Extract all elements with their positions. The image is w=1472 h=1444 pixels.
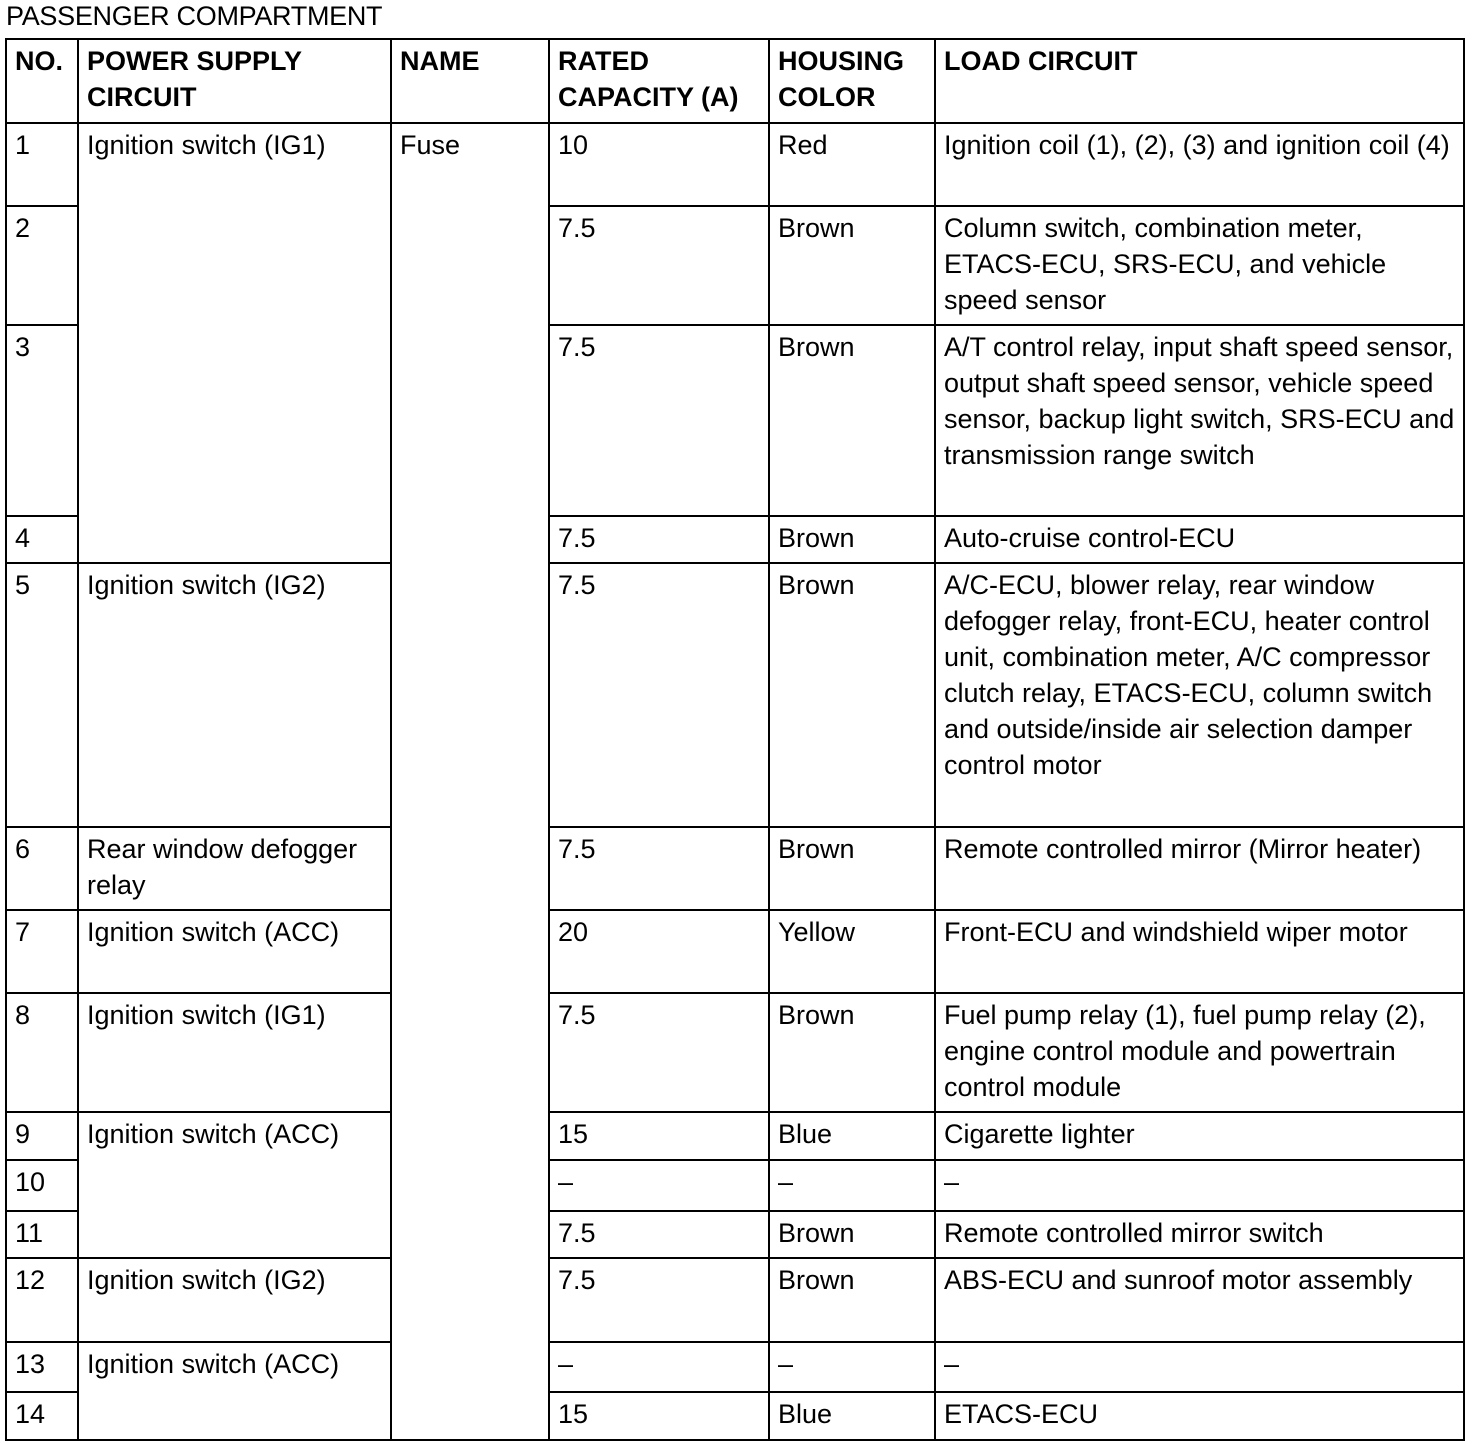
- row-no: 12: [6, 1258, 78, 1342]
- load-circuit-cell: –: [935, 1160, 1464, 1211]
- power-supply-cell: Ignition switch (IG1): [78, 123, 391, 563]
- rated-capacity-cell: –: [549, 1342, 769, 1392]
- power-supply-cell: Rear window defogger relay: [78, 827, 391, 910]
- rated-capacity-cell: 7.5: [549, 993, 769, 1112]
- load-circuit-cell: Ignition coil (1), (2), (3) and ignition coil (4): [935, 123, 1464, 206]
- row-no: 13: [6, 1342, 78, 1392]
- housing-color-cell: Yellow: [769, 910, 935, 993]
- load-circuit-cell: Remote controlled mirror switch: [935, 1211, 1464, 1258]
- row-no: 9: [6, 1112, 78, 1160]
- load-circuit-cell: Fuel pump relay (1), fuel pump relay (2), engine control module and powertrain control module: [935, 993, 1464, 1112]
- table-row: [6, 123, 1464, 206]
- row-no: 5: [6, 563, 78, 827]
- housing-color-cell: Brown: [769, 1258, 935, 1342]
- table-row: [6, 910, 1464, 993]
- rated-capacity-cell: 7.5: [549, 563, 769, 827]
- rated-capacity-cell: –: [549, 1160, 769, 1211]
- table-row: [6, 563, 1464, 827]
- load-circuit-cell: Auto-cruise control-ECU: [935, 516, 1464, 563]
- table-row: [6, 993, 1464, 1112]
- load-circuit-cell: –: [935, 1342, 1464, 1392]
- rated-capacity-cell: 7.5: [549, 516, 769, 563]
- name-cell: Fuse: [391, 123, 549, 1440]
- table-row: [6, 1258, 1464, 1342]
- rated-capacity-cell: 7.5: [549, 827, 769, 910]
- row-no: 4: [6, 516, 78, 563]
- row-no: 6: [6, 827, 78, 910]
- load-circuit-cell: ABS-ECU and sunroof motor assembly: [935, 1258, 1464, 1342]
- housing-color-cell: –: [769, 1160, 935, 1211]
- row-no: 2: [6, 206, 78, 325]
- row-no: 3: [6, 325, 78, 516]
- row-no: 7: [6, 910, 78, 993]
- power-supply-cell: Ignition switch (IG1): [78, 993, 391, 1112]
- housing-color-cell: Brown: [769, 325, 935, 516]
- load-circuit-cell: Cigarette lighter: [935, 1112, 1464, 1160]
- rated-capacity-cell: 15: [549, 1112, 769, 1160]
- housing-color-cell: Brown: [769, 993, 935, 1112]
- row-no: 11: [6, 1211, 78, 1258]
- header-row: [6, 39, 1464, 123]
- housing-color-cell: Brown: [769, 206, 935, 325]
- header-housing-color: HOUSING COLOR: [769, 39, 935, 123]
- power-supply-cell: Ignition switch (IG2): [78, 1258, 391, 1342]
- row-no: 1: [6, 123, 78, 206]
- load-circuit-cell: A/C-ECU, blower relay, rear window defogger relay, front-ECU, heater control unit, combination meter, A/C compressor clutch relay, ETACS-ECU, column switch and outside/inside air selection damper control motor: [935, 563, 1464, 827]
- power-supply-cell: Ignition switch (ACC): [78, 1112, 391, 1258]
- power-supply-cell: Ignition switch (ACC): [78, 910, 391, 993]
- header-name: NAME: [391, 39, 549, 123]
- housing-color-cell: Blue: [769, 1392, 935, 1440]
- table-row: [6, 827, 1464, 910]
- header-power-supply-circuit: POWER SUPPLY CIRCUIT: [78, 39, 391, 123]
- housing-color-cell: –: [769, 1342, 935, 1392]
- housing-color-cell: Brown: [769, 827, 935, 910]
- table-row: [6, 1342, 1464, 1392]
- power-supply-cell: Ignition switch (IG2): [78, 563, 391, 827]
- rated-capacity-cell: 20: [549, 910, 769, 993]
- load-circuit-cell: A/T control relay, input shaft speed sensor, output shaft speed sensor, vehicle speed sensor, backup light switch, SRS-ECU and transmission range switch: [935, 325, 1464, 516]
- rated-capacity-cell: 7.5: [549, 206, 769, 325]
- load-circuit-cell: Front-ECU and windshield wiper motor: [935, 910, 1464, 993]
- housing-color-cell: Brown: [769, 516, 935, 563]
- housing-color-cell: Red: [769, 123, 935, 206]
- table-row: [6, 1112, 1464, 1160]
- rated-capacity-cell: 7.5: [549, 1211, 769, 1258]
- header-rated-capacity: RATED CAPACITY (A): [549, 39, 769, 123]
- rated-capacity-cell: 15: [549, 1392, 769, 1440]
- row-no: 14: [6, 1392, 78, 1440]
- power-supply-cell: Ignition switch (ACC): [78, 1342, 391, 1440]
- header-no: NO.: [6, 39, 78, 123]
- row-no: 10: [6, 1160, 78, 1211]
- housing-color-cell: Brown: [769, 1211, 935, 1258]
- load-circuit-cell: ETACS-ECU: [935, 1392, 1464, 1440]
- load-circuit-cell: Column switch, combination meter, ETACS-ECU, SRS-ECU, and vehicle speed sensor: [935, 206, 1464, 325]
- fuse-table: [5, 38, 1465, 1441]
- housing-color-cell: Blue: [769, 1112, 935, 1160]
- load-circuit-cell: Remote controlled mirror (Mirror heater): [935, 827, 1464, 910]
- rated-capacity-cell: 10: [549, 123, 769, 206]
- header-load-circuit: LOAD CIRCUIT: [935, 39, 1464, 123]
- housing-color-cell: Brown: [769, 563, 935, 827]
- rated-capacity-cell: 7.5: [549, 1258, 769, 1342]
- table-caption: PASSENGER COMPARTMENT: [6, 1, 383, 31]
- row-no: 8: [6, 993, 78, 1112]
- rated-capacity-cell: 7.5: [549, 325, 769, 516]
